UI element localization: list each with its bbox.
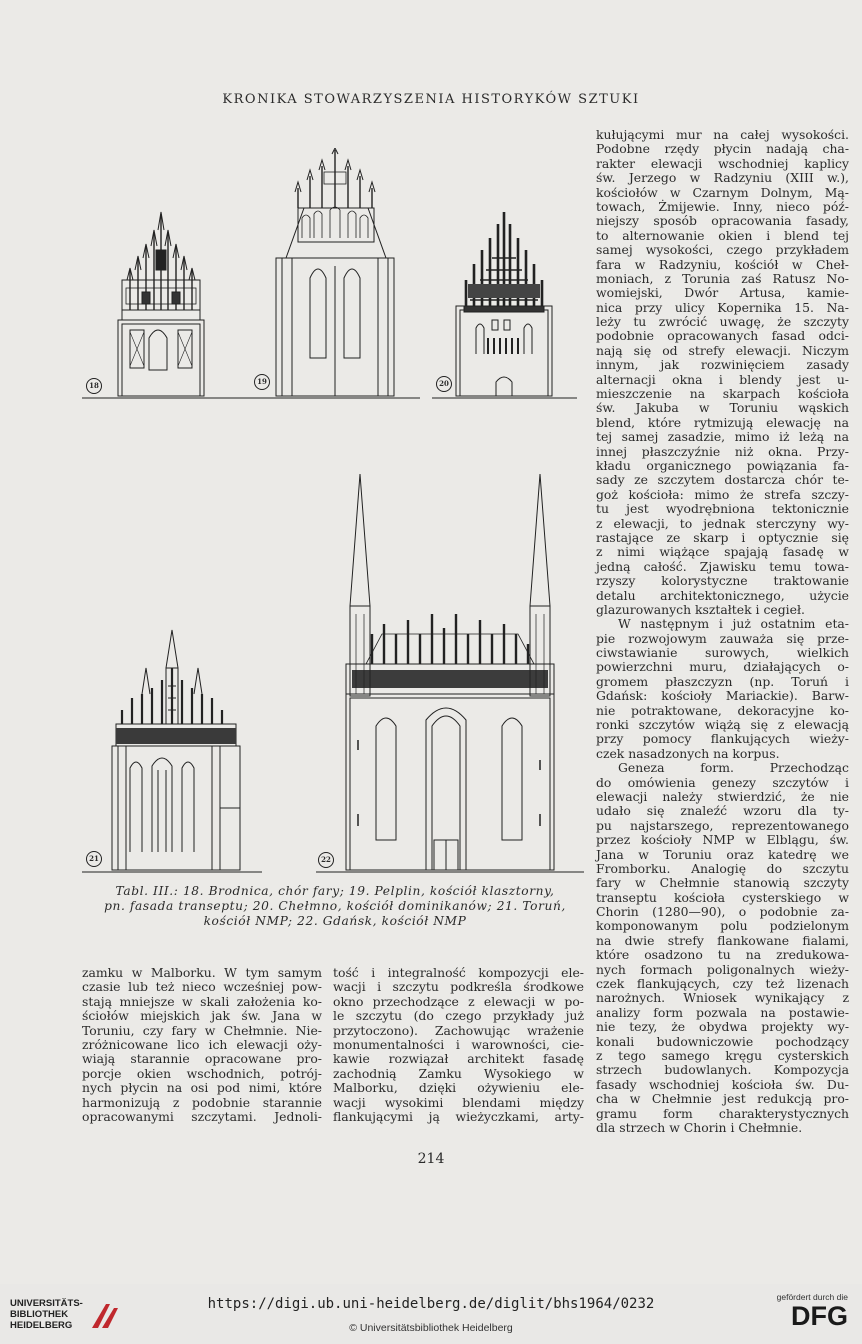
running-head: KRONIKA STOWARZYSZENIA HISTORYKÓW SZTUKI	[222, 92, 640, 107]
text-column-left	[82, 966, 322, 1124]
figure-20-chelmno	[432, 210, 577, 400]
text-line: harmonizują z podobnie starannie	[82, 1094, 322, 1110]
text-line: do omówienia genezy szczytów i	[596, 774, 849, 790]
text-line: jedną całość. Zjawisku temu towa-	[596, 558, 849, 574]
text-line: na dwie strefy flankowane fialami,	[596, 932, 849, 948]
text-line: analizy form pozwala na postawie-	[596, 1004, 849, 1020]
text-line: kładu organicznego powiązania fa-	[596, 457, 849, 473]
text-line: pu najstarszego, reprezentowanego	[596, 817, 849, 833]
text-line: nają się od strefy elewacji. Niczym	[596, 342, 849, 358]
text-line: tość i integralność kompozycji ele-	[333, 965, 584, 980]
text-line: sady ze szczytem dostarcza chór te-	[596, 472, 849, 488]
figure-19-pelplin	[252, 148, 420, 400]
text-line: rakter elewacji wschodniej kaplicy	[596, 155, 849, 171]
text-column-right	[596, 128, 849, 1135]
text-line: wiają starannie opracowane pro-	[82, 1051, 322, 1067]
text-line: dla strzech w Chorin i Chełmnie.	[596, 1119, 803, 1135]
figure-18-label: 18	[86, 378, 102, 394]
logo-text-line: HEIDELBERG	[10, 1320, 73, 1331]
text-line: kawie rozwiązał architekt fasadę	[333, 1051, 584, 1067]
text-line: Gdańsk: kościoły Mariackie). Barw-	[596, 688, 849, 704]
figure-21-torun	[82, 628, 262, 874]
text-line: tej samej zasadzie, mimo iż leżą na	[596, 429, 849, 445]
logo-text-line: BIBLIOTHEK	[10, 1309, 69, 1320]
logo-text-line: UNIVERSITÄTS-	[10, 1298, 83, 1309]
dfg-logo[interactable]	[762, 1292, 848, 1330]
text-line: ciwstawianie surowych, wielkich	[596, 645, 849, 661]
text-line: czek nasadzonych na korpus.	[596, 745, 780, 761]
dfg-funding-text: gefördert durch die	[776, 1292, 848, 1302]
dfg-wordmark: DFG	[791, 1301, 848, 1331]
text-line: fara w Radzyniu, kościół w Cheł-	[596, 256, 849, 272]
text-line: czasie lub też nieco wcześniej pow-	[82, 979, 322, 995]
text-line: niejszy sposób opracowania fasady,	[596, 213, 849, 229]
text-line: Toruniu, czy fary w Chełmnie. Nie-	[82, 1022, 322, 1038]
text-line: goż kościoła: mimo że strefa szczy-	[596, 486, 849, 502]
text-line: mieszczenie na skarpach kościoła	[596, 386, 849, 402]
text-line: flankującymi ją wieżyczkami, arty-	[333, 1108, 584, 1124]
text-line: W następnym i już ostatnim eta-	[618, 616, 849, 632]
figure-22-label: 22	[318, 852, 334, 868]
text-line: gramu form charakterystycznych	[596, 1105, 849, 1121]
text-line: strzech budowlanych. Kompozycja	[596, 1062, 849, 1078]
text-line: wacji wysokimi blendami między	[333, 1094, 584, 1110]
text-line: alternacji okna i blendy jest u-	[596, 371, 849, 387]
figure-19-label: 19	[254, 374, 270, 390]
section-heading-line: Geneza form. Przechodząc	[618, 760, 849, 776]
text-line: konali budowniczowie pochodzący	[596, 1033, 849, 1049]
text-line: Malborku, dzięki ożywieniu ele-	[333, 1080, 584, 1096]
text-line: Podobne rzędy płycin nadają cha-	[596, 141, 849, 157]
text-line: komponowanym polu podzielonym	[596, 918, 849, 934]
text-line: zamku w Malborku. W tym samym	[82, 965, 322, 980]
text-line: samej wysokości, czego przykładem	[596, 242, 849, 258]
text-line: przytoczono). Zachowując wrażenie	[333, 1022, 584, 1038]
page-number: 214	[417, 1151, 445, 1167]
text-line: nych formach poligonalnych wieży-	[596, 961, 849, 977]
copyright-notice: © Universitätsbibliothek Heidelberg	[349, 1322, 513, 1334]
caption-line: kościół NMP; 22. Gdańsk, kościół NMP	[203, 914, 467, 928]
text-line: gromem płaszczyzn (np. Toruń i	[596, 673, 849, 689]
text-line: nie tezy, że obydwa projekty wy-	[596, 1019, 849, 1035]
figure-22-gdansk	[316, 474, 584, 874]
text-line: leży tu zwrócić uwagę, że szczyty	[596, 314, 849, 330]
text-line: czek flankujących, czy też lizenach	[596, 976, 849, 992]
text-line: towach, Żmijewie. Inny, nieco póź-	[596, 198, 849, 214]
text-line: nica przy ulicy Kopernika 15. Na-	[596, 299, 849, 315]
text-line: ściołów miejskich jak św. Jana w	[82, 1008, 322, 1024]
text-line: św. Jakuba w Toruniu wąskich	[596, 400, 849, 416]
text-line: które osadzono tu na zredukowa-	[596, 947, 849, 963]
text-line: moniach, z Torunia zaś Ratusz No-	[596, 270, 849, 286]
text-line: innym, jak rozwinięciem zasady	[596, 357, 849, 373]
text-line: pie rozwojowym zauważa się prze-	[596, 630, 849, 646]
text-line: wacji i szczytu podkreśla środkowe	[333, 979, 584, 995]
text-line: zróżnicowane lico ich elewacji oży-	[82, 1036, 322, 1052]
text-line: nie potraktowane, dekoracyjne ko-	[596, 702, 849, 718]
text-line: innej płaszczyźnie niż okna. Przy-	[596, 443, 849, 459]
text-line: detalu architektonicznego, użycie	[596, 587, 849, 603]
text-line: transeptu kościoła cysterskiego w	[596, 889, 849, 905]
text-line: monumentalności i warowności, cie-	[333, 1036, 584, 1052]
text-line: womiejski, Dwór Artusa, kamie-	[596, 285, 849, 301]
figure-20-label: 20	[436, 376, 452, 392]
text-line: stają mniejsze w skali założenia ko-	[82, 993, 322, 1009]
text-line: elewacji należy stwierdzić, że nie	[596, 788, 849, 804]
text-line: powierzchni muru, działających o-	[596, 659, 849, 675]
figure-18-brodnica	[82, 210, 252, 400]
text-line: rastające ze skarp i optycznie się	[596, 529, 849, 545]
text-line: to alternowanie okien i blend tej	[596, 227, 849, 243]
text-line: Chorin (1280—90), o podobnie za-	[596, 904, 849, 920]
text-line: podobnie opracowanych fasad odci-	[596, 328, 849, 344]
text-line: le szczytu (do czego przykłady już	[333, 1008, 584, 1024]
text-line: z tego samego kręgu cysterskich	[596, 1048, 849, 1063]
text-line: narożnych. Wniosek wynikający z	[596, 990, 849, 1006]
text-line: zachodnią Zamku Wysokiego w	[333, 1065, 584, 1081]
text-line: tu jest wyodrębniona tektonicznie	[596, 501, 849, 517]
text-line: nych płycin na osi pod nimi, które	[82, 1080, 322, 1096]
text-line: przez kościoły NMP w Elblągu, św.	[596, 832, 849, 848]
text-line: ronki szczytów wiążą się z elewacją	[596, 717, 849, 733]
text-line: blend, które rytmizują elewację na	[596, 414, 849, 430]
text-line: opracowanymi szczytami. Jednoli-	[82, 1108, 322, 1124]
text-line: fary w Chełmnie stanowią szczyty	[596, 875, 849, 891]
text-line: św. Jerzego w Radzyniu (XIII w.),	[596, 170, 849, 186]
text-line: fasady wschodniej kościoła św. Du-	[596, 1076, 849, 1092]
text-line: udało się znaleźć wzoru dla ty-	[596, 803, 849, 819]
viewer-footer	[0, 1284, 862, 1344]
text-line: Jana w Toruniu oraz katedrę we	[596, 846, 849, 862]
permalink-url[interactable]: https://digi.ub.uni-heidelberg.de/diglit/bhs1964/0232	[207, 1296, 655, 1312]
text-line: glazurowanych kształtek i cegieł.	[596, 601, 805, 617]
text-line: porcje okien wschodnich, potrój-	[82, 1065, 322, 1081]
text-line: rzyszy kolorystyczne traktowanie	[596, 573, 849, 589]
caption-line: pn. fasada transeptu; 20. Chełmno, kościół dominikanów; 21. Toruń,	[104, 899, 566, 913]
text-line: kułującymi mur na całej wysokości.	[596, 127, 849, 142]
text-line: okno przechodzące z elewacji w po-	[333, 993, 584, 1009]
figure-caption	[80, 884, 590, 929]
text-line: kościołów w Czarnym Dolnym, Mą-	[596, 184, 849, 200]
text-line: z elewacji, to jednak sterczyny wy-	[596, 515, 849, 531]
text-line: cha w Chełmnie jest redukcją pro-	[596, 1091, 849, 1107]
text-line: Fromborku. Analogię do szczytu	[596, 860, 849, 876]
text-line: z nimi wiążące spajają fasadę w	[596, 544, 849, 560]
figure-21-label: 21	[86, 851, 102, 867]
text-column-middle	[333, 966, 584, 1124]
text-line: przy pomocy flankujących wieży-	[596, 731, 849, 747]
caption-line: Tabl. III.: 18. Brodnica, chór fary; 19. Pelplin, kościół klasztorny,	[115, 884, 555, 898]
